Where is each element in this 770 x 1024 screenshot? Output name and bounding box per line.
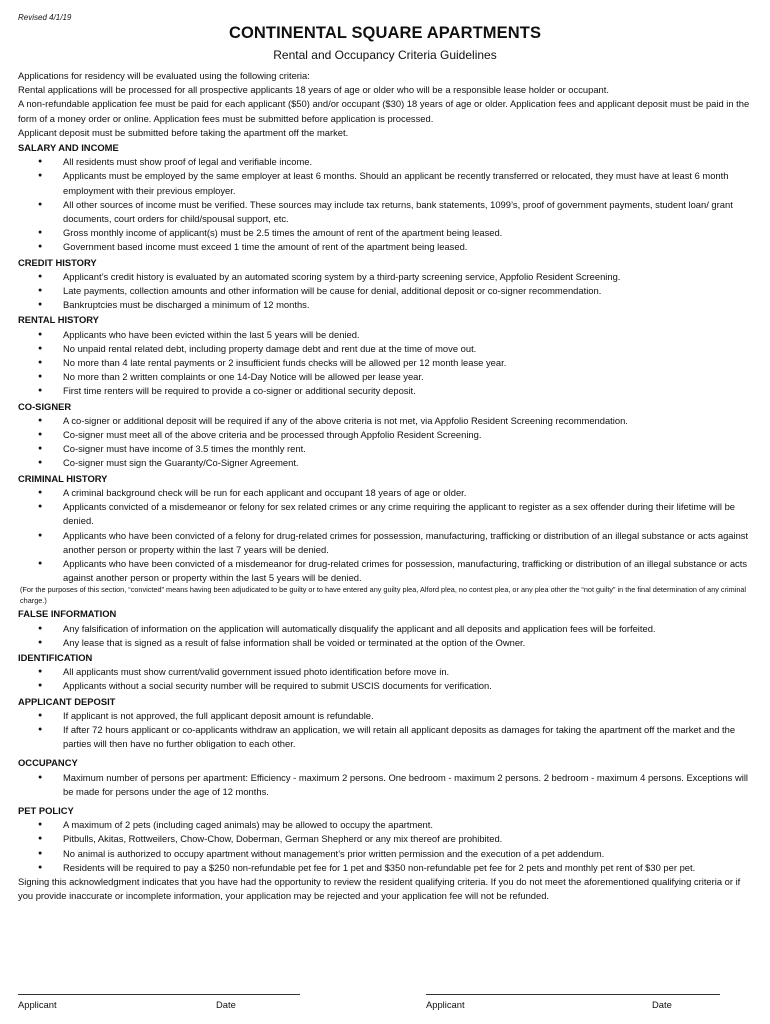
list-item: ● Residents will be required to pay a $250 non-refundable pet fee for 1 pet and $350 non-refundable pet fee for 2 pets and monthly pet rent of $30 per pet.	[18, 861, 753, 875]
intro-line: Applicant deposit must be submitted before taking the apartment off the market.	[18, 126, 349, 138]
list-item: ● Any lease that is signed as a result of false information shall be voided or terminated at the option of the Owner.	[18, 636, 753, 650]
section-rental-history	[18, 312, 753, 398]
applicant-signature-line-2[interactable]	[426, 994, 720, 995]
date-label-1: Date	[216, 999, 236, 1010]
applicant-label-2: Applicant	[426, 999, 465, 1010]
section-criminal-history	[18, 471, 753, 607]
list-item: ● Applicants who have been evicted within the last 5 years will be denied.	[18, 328, 753, 342]
section-heading: OCCUPANCY	[18, 757, 78, 769]
list-item: ● Government based income must exceed 1 time the amount of rent of the apartment being leased.	[18, 240, 753, 254]
document-body	[18, 69, 753, 903]
intro-line: A non-refundable application fee must be paid for each applicant ($50) and/or occupant ($30) 18 years of age or older. Application fees and applicant deposit must be paid in the form of a money order or online. Application fees must be submitted before application is processed.	[18, 98, 750, 124]
list-item: ● No unpaid rental related debt, including property damage debt and rent due at the time of move out.	[18, 342, 753, 356]
section-heading: SALARY AND INCOME	[18, 142, 119, 154]
list-item: ● First time renters will be required to provide a co-signer or additional security deposit.	[18, 384, 753, 398]
section-applicant-deposit	[18, 694, 753, 752]
section-heading: IDENTIFICATION	[18, 651, 93, 663]
intro-line: Applications for residency will be evaluated using the following criteria:	[18, 70, 310, 81]
section-salary-income	[18, 140, 753, 255]
document-title: CONTINENTAL SQUARE APARTMENTS	[228, 24, 542, 42]
section-heading: CO-SIGNER	[18, 400, 72, 412]
intro-block	[18, 69, 753, 140]
section-heading: CRIMINAL HISTORY	[18, 472, 108, 484]
list-item: ● Co-signer must sign the Guaranty/Co-Signer Agreement.	[18, 456, 753, 470]
list-item: ● Any falsification of information on the application will automatically disqualify the applicant and all deposits and application fees will be forfeited.	[18, 622, 753, 636]
list-item: ● A co-signer or additional deposit will be required if any of the above criteria is not met, via Appfolio Resident Screening recommendation.	[18, 414, 753, 428]
list-item: ● Pitbulls, Akitas, Rottweilers, Chow-Chow, Doberman, German Shepherd or any mix thereof are prohibited.	[18, 832, 753, 846]
list-item: ● Applicants who have been convicted of a felony for drug-related crimes for possession, manufacturing, trafficking or distribution of an illegal substance or acts against another person or property within the last 7 years will be denied.	[18, 529, 753, 557]
list-item: ● No animal is authorized to occupy apartment without management’s prior written permission and the execution of a pet addendum.	[18, 847, 753, 861]
section-false-information	[18, 606, 753, 650]
applicant-label-1: Applicant	[18, 999, 57, 1010]
list-item: ● Applicants must be employed by the same employer at least 6 months. Should an applicant be recently transferred or relocated, they must have at least 6 month employment with their previous employer.	[18, 169, 753, 197]
revision-date: Revised 4/1/19	[18, 13, 72, 22]
list-item: ● A criminal background check will be run for each applicant and occupant 18 years of age or older.	[18, 486, 753, 500]
list-item: ● Co-signer must have income of 3.5 times the monthly rent.	[18, 442, 753, 456]
document-subtitle: Rental and Occupancy Criteria Guidelines	[273, 48, 497, 62]
signature-row	[18, 994, 753, 1018]
list-item: ● Maximum number of persons per apartment: Efficiency - maximum 2 persons. One bedroom - maximum 2 persons. 2 bedroom - maximum 4 persons. Exceptions will be made for persons under the age of 12 months.	[18, 771, 753, 799]
list-item: ● All applicants must show current/valid government issued photo identification before move in.	[18, 665, 753, 679]
section-pet-policy	[18, 803, 753, 875]
list-item: ● All other sources of income must be verified. These sources may include tax returns, bank statements, 1099’s, proof of government payments, student loan/ grant documents, court orders for child/spousal support, etc.	[18, 198, 753, 226]
list-item: ● Applicants without a social security number will be required to submit USCIS documents for verification.	[18, 679, 753, 693]
section-heading: FALSE INFORMATION	[18, 608, 117, 620]
section-credit-history	[18, 255, 753, 313]
list-item: ● If applicant is not approved, the full applicant deposit amount is refundable.	[18, 709, 753, 723]
list-item: ● All residents must show proof of legal and verifiable income.	[18, 155, 753, 169]
section-heading: CREDIT HISTORY	[18, 256, 97, 268]
section-occupancy	[18, 755, 753, 799]
list-item: ● Bankruptcies must be discharged a minimum of 12 months.	[18, 298, 753, 312]
section-heading: PET POLICY	[18, 804, 74, 816]
list-item: ● No more than 4 late rental payments or 2 insufficient funds checks will be allowed per 12 month lease year.	[18, 356, 753, 370]
list-item: ● Co-signer must meet all of the above criteria and be processed through Appfolio Resident Screening.	[18, 428, 753, 442]
applicant-signature-line-1[interactable]	[18, 994, 300, 995]
section-co-signer	[18, 399, 753, 471]
list-item: ● Applicants convicted of a misdemeanor or felony for sex related crimes or any crime requiring the applicant to register as a sex offender during their lifetime will be denied.	[18, 500, 753, 528]
section-identification	[18, 650, 753, 694]
list-item: ● Applicant’s credit history is evaluated by an automated scoring system by a third-party screening service, Appfolio Resident Screening.	[18, 270, 753, 284]
list-item: ● Gross monthly income of applicant(s) must be 2.5 times the amount of rent of the apartment being leased.	[18, 226, 753, 240]
list-item: ● Applicants who have been convicted of a misdemeanor for drug-related crimes for possession, manufacturing, trafficking or distribution of an illegal substance or acts against another person or property within the last 5 years will be denied.	[18, 557, 753, 585]
list-item: ● If after 72 hours applicant or co-applicants withdraw an application, we will retain all applicant deposits as damages for taking the apartment off the market and the parties will then have no further obligation to each other.	[18, 723, 753, 751]
criminal-footnote: (For the purposes of this section, “convicted” means having been adjudicated to be guilty or to have entered any guilty plea, Alford plea, no contest plea, or any plea other the “not guilty” in the final determination of any criminal charge.)	[20, 585, 747, 605]
acknowledgment-paragraph: Signing this acknowledgment indicates that you have had the opportunity to review the resident qualifying criteria. If you do not meet the aforementioned qualifying criteria or if you provide inaccurate or incomplete information, your application may be rejected and your application fee will not be refunded.	[18, 875, 741, 902]
section-heading: RENTAL HISTORY	[18, 314, 99, 326]
list-item: ● Late payments, collection amounts and other information will be cause for denial, additional deposit or co-signer recommendation.	[18, 284, 753, 298]
intro-line: Rental applications will be processed for all prospective applicants 18 years of age or older who will be a responsible lease holder or occupant.	[18, 84, 609, 96]
section-heading: APPLICANT DEPOSIT	[18, 695, 116, 707]
date-label-2: Date	[652, 999, 672, 1010]
list-item: ● A maximum of 2 pets (including caged animals) may be allowed to occupy the apartment.	[18, 818, 753, 832]
list-item: ● No more than 2 written complaints or one 14-Day Notice will be allowed per lease year.	[18, 370, 753, 384]
